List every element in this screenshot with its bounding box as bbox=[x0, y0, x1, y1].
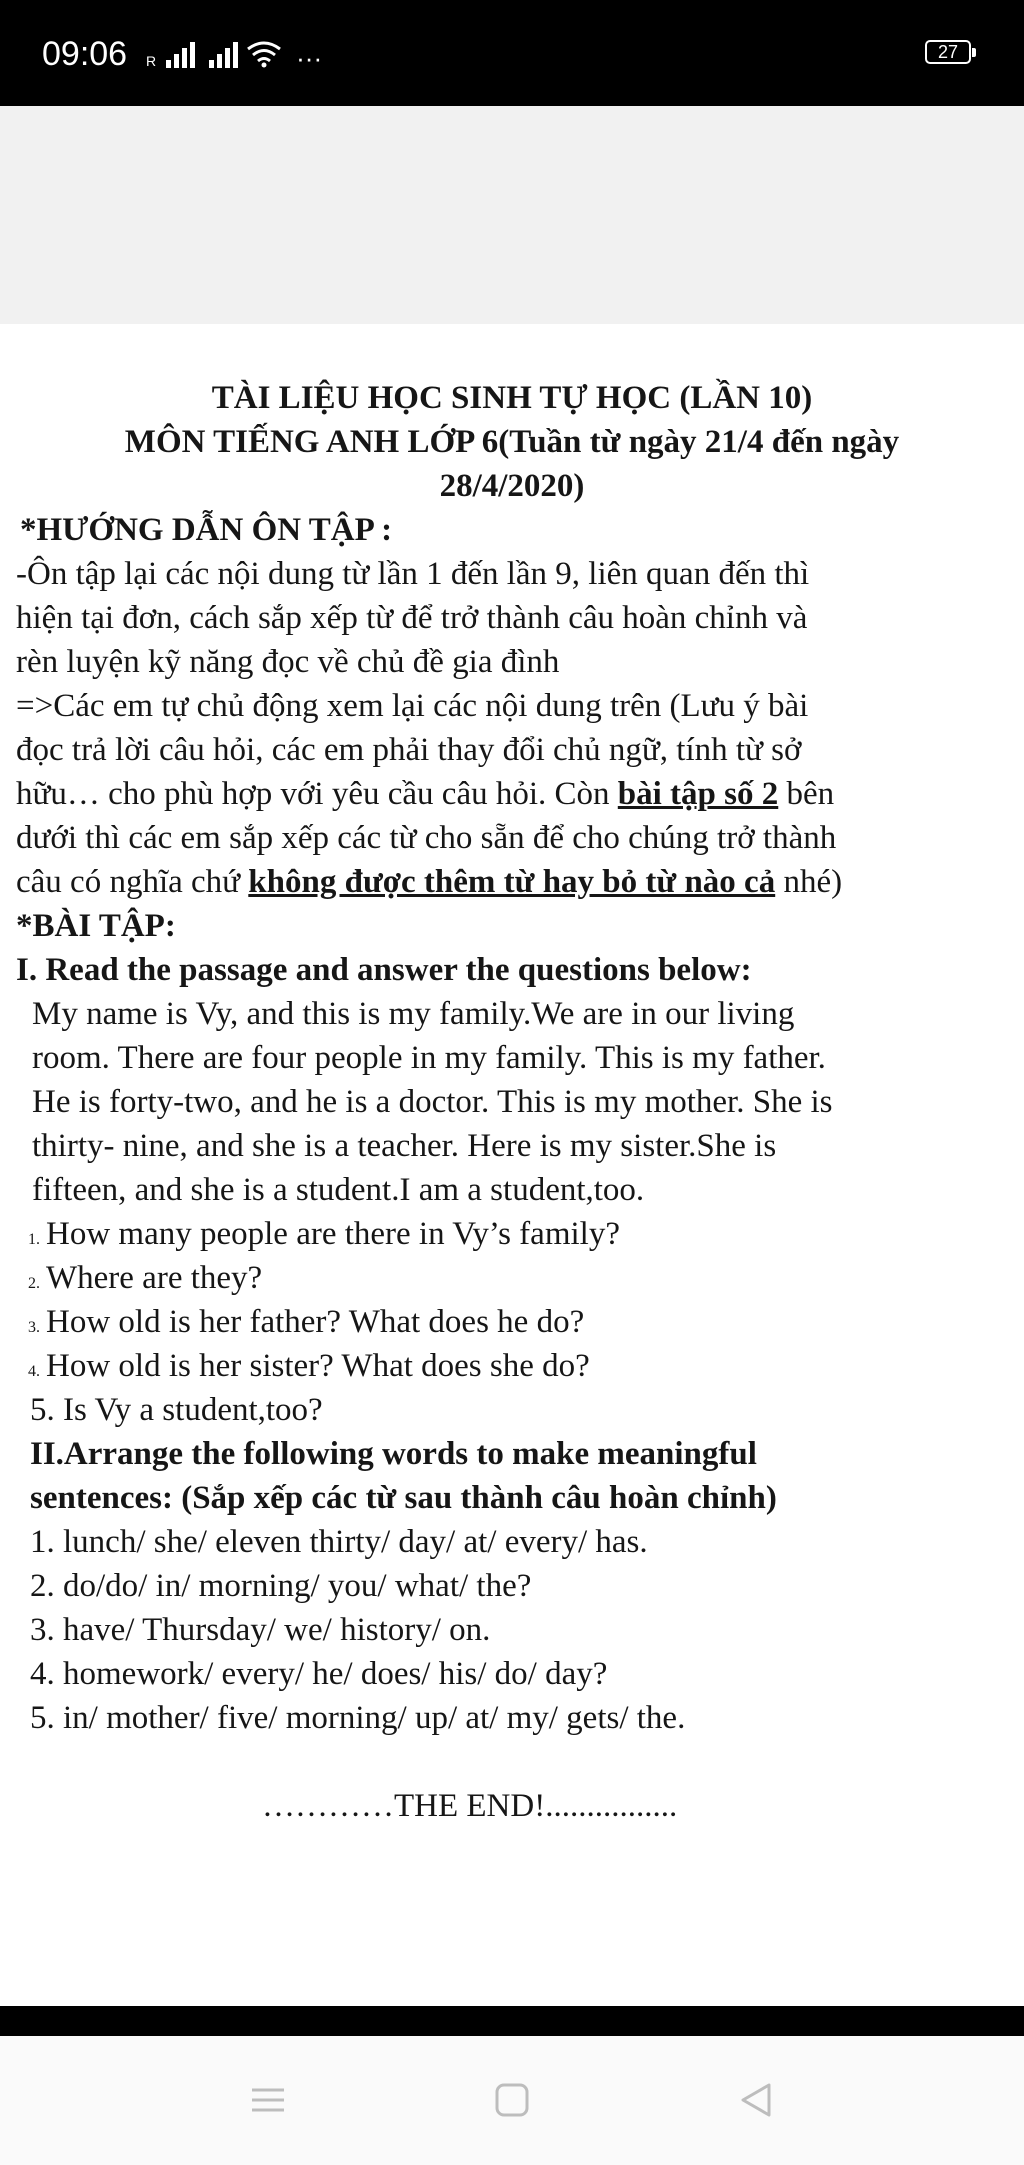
guide-heading: *HƯỚNG DẪN ÔN TẬP : bbox=[20, 512, 393, 548]
the-end: …………THE END!................ bbox=[262, 1788, 678, 1824]
doc-title-line-1: TÀI LIỆU HỌC SINH TỰ HỌC (LẦN 10) bbox=[211, 380, 813, 416]
menu-icon[interactable] bbox=[248, 2080, 288, 2120]
arrange-item-5: 5. in/ mother/ five/ morning/ up/ at/ my/ gets/ the. bbox=[30, 1700, 686, 1736]
guide-line-4: =>Các em tự chủ động xem lại các nội dung trên (Lưu ý bài bbox=[16, 688, 809, 724]
guide-line-1: -Ôn tập lại các nội dung từ lần 1 đến lần 9, liên quan đến thì bbox=[16, 556, 810, 592]
question-3 bbox=[28, 1300, 584, 1350]
document-top-margin bbox=[0, 106, 1024, 324]
status-bar bbox=[0, 0, 1024, 106]
question-1 bbox=[28, 1212, 620, 1262]
battery-icon: 27 bbox=[925, 40, 971, 64]
guide-line-5: đọc trả lời câu hỏi, các em phải thay đổi chủ ngữ, tính từ sở bbox=[16, 732, 802, 768]
passage-line-4: thirty- nine, and she is a teacher. Here is my sister.She is bbox=[32, 1128, 777, 1164]
guide-line-3: rèn luyện kỹ năng đọc về chủ đề gia đình bbox=[16, 644, 560, 680]
question-1-text: How many people are there in Vy’s family? bbox=[46, 1216, 620, 1252]
guide-line-8 bbox=[16, 860, 842, 904]
passage-line-3: He is forty-two, and he is a doctor. This is my mother. She is bbox=[32, 1084, 833, 1120]
question-2 bbox=[28, 1256, 262, 1306]
status-icons bbox=[146, 38, 323, 73]
guide-line-2: hiện tại đơn, cách sắp xếp từ để trở thành câu hoàn chỉnh và bbox=[16, 600, 808, 636]
part-2-heading-line-2: sentences: (Sắp xếp các từ sau thành câu hoàn chỉnh) bbox=[30, 1480, 777, 1516]
arrange-item-2: 2. do/do/ in/ morning/ you/ what/ the? bbox=[30, 1568, 532, 1604]
guide-line-8-text: câu có nghĩa chứ bbox=[16, 864, 249, 900]
doc-title-line-3: 28/4/2020) bbox=[439, 468, 585, 504]
passage-line-2: room. There are four people in my family. This is my father. bbox=[32, 1040, 826, 1076]
exercise-heading: *BÀI TẬP: bbox=[16, 908, 176, 944]
arrange-item-3: 3. have/ Thursday/ we/ history/ on. bbox=[30, 1612, 491, 1648]
guide-line-6-text: hữu… cho phù hợp với yêu cầu câu hỏi. Còn bbox=[16, 776, 618, 812]
status-time: 09:06 bbox=[42, 35, 128, 73]
part-2-heading-line-1: II.Arrange the following words to make meaningful bbox=[30, 1436, 757, 1472]
guide-line-7: dưới thì các em sắp xếp các từ cho sẵn để cho chúng trở thành bbox=[16, 820, 837, 856]
document-page bbox=[0, 324, 1024, 2006]
part-1-heading: I. Read the passage and answer the questions below: bbox=[16, 952, 752, 988]
roaming-label: R bbox=[146, 53, 157, 69]
signal-2-icon bbox=[209, 42, 238, 68]
home-icon[interactable] bbox=[492, 2080, 532, 2120]
signal-1-icon bbox=[166, 42, 195, 68]
passage-line-1: My name is Vy, and this is my family.We are in our living bbox=[32, 996, 795, 1032]
question-4 bbox=[28, 1344, 590, 1394]
guide-line-6-tail: bên bbox=[778, 776, 835, 812]
question-4-number: 4. bbox=[28, 1363, 40, 1380]
question-2-number: 2. bbox=[28, 1275, 40, 1292]
question-5: 5. Is Vy a student,too? bbox=[30, 1392, 323, 1428]
wifi-icon bbox=[246, 40, 282, 68]
doc-title-line-2: MÔN TIẾNG ANH LỚP 6(Tuần từ ngày 21/4 đến ngày bbox=[124, 424, 900, 460]
passage-line-5: fifteen, and she is a student.I am a student,too. bbox=[32, 1172, 645, 1208]
navigation-bar bbox=[0, 2036, 1024, 2165]
more-notifications-icon: ··· bbox=[296, 43, 323, 73]
arrange-item-1: 1. lunch/ she/ eleven thirty/ day/ at/ every/ has. bbox=[30, 1524, 648, 1560]
back-icon[interactable] bbox=[736, 2080, 776, 2120]
question-4-text: How old is her sister? What does she do? bbox=[46, 1348, 590, 1384]
no-add-remove-emphasis: không được thêm từ hay bỏ từ nào cả bbox=[248, 864, 776, 900]
document-bottom-edge bbox=[0, 2006, 1024, 2036]
arrange-item-4: 4. homework/ every/ he/ does/ his/ do/ day? bbox=[30, 1656, 608, 1692]
question-3-text: How old is her father? What does he do? bbox=[46, 1304, 585, 1340]
question-1-number: 1. bbox=[28, 1231, 40, 1248]
guide-line-6 bbox=[16, 772, 834, 816]
guide-line-8-tail: nhé) bbox=[775, 864, 843, 900]
question-3-number: 3. bbox=[28, 1319, 40, 1336]
question-2-text: Where are they? bbox=[46, 1260, 263, 1296]
exercise-2-emphasis: bài tập số 2 bbox=[617, 776, 779, 812]
